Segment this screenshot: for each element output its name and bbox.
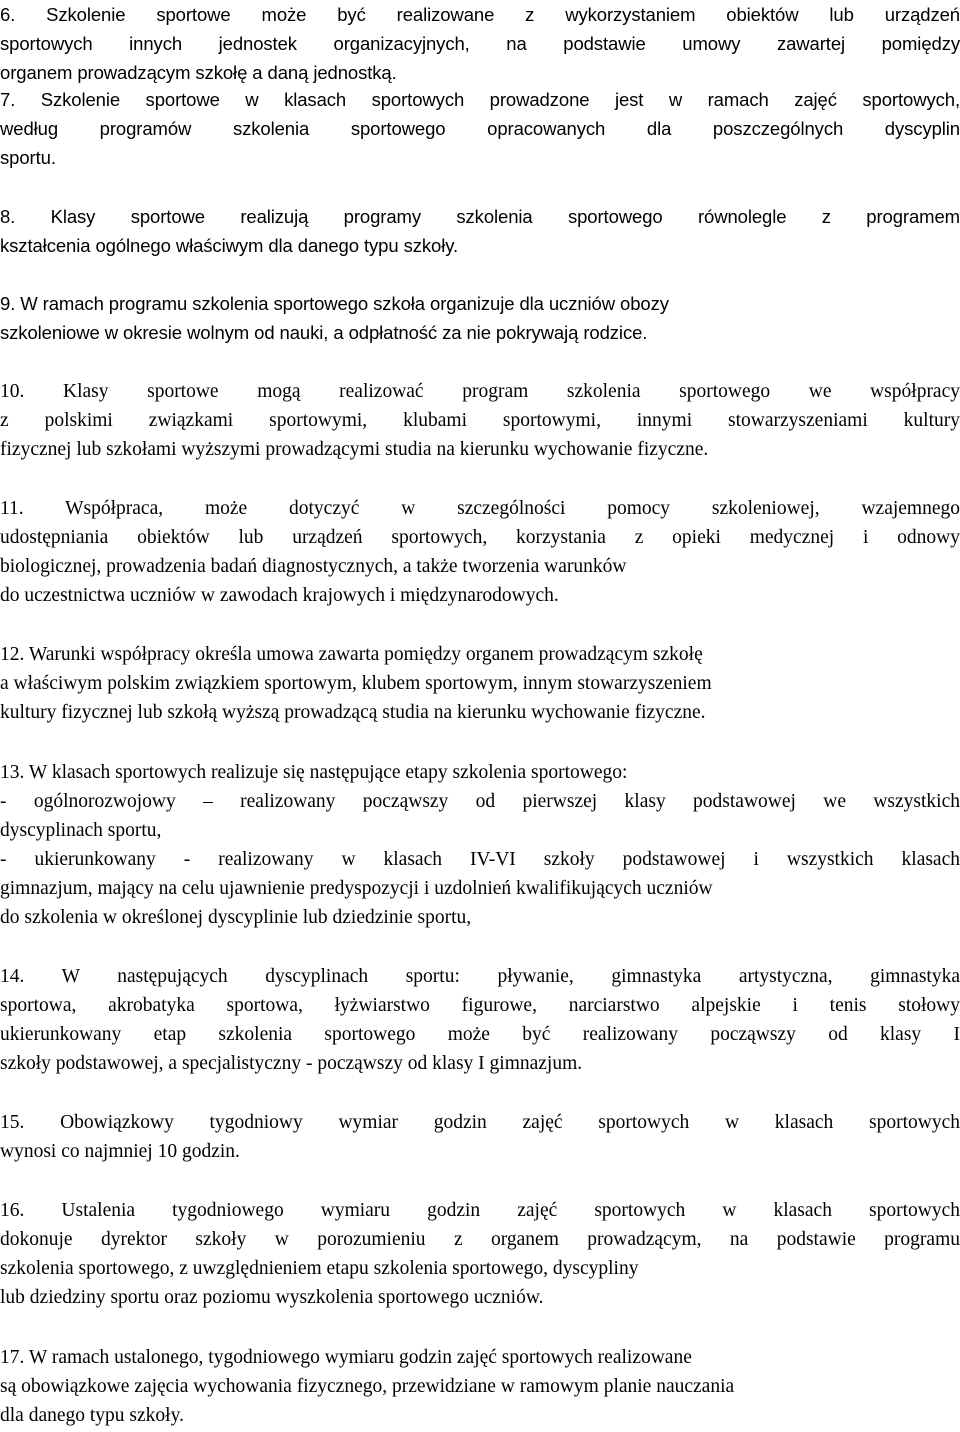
paragraph-line: 10. Klasy sportowe mogą realizować program szkolenia sportowego we współpracy [0, 381, 960, 402]
paragraph-line: szkoły podstawowej, a specjalistyczny - począwszy od klasy I gimnazjum. [0, 1053, 583, 1074]
paragraph-line: do szkolenia w określonej dyscyplinie lub dziedzinie sportu, [0, 907, 472, 928]
paragraph-line: według programów szkolenia sportowego opracowanych dla poszczególnych dyscyplin [0, 118, 960, 139]
paragraph-line: 16. Ustalenia tygodniowego wymiaru godzin zajęć sportowych w klasach sportowych [0, 1200, 960, 1221]
paragraph-line: sportowa, akrobatyka sportowa, łyżwiarstwo figurowe, narciarstwo alpejskie i tenis stołowy [0, 995, 960, 1016]
paragraph-10 [0, 377, 960, 464]
paragraph-line: szkolenia sportowego, z uwzględnieniem etapu szkolenia sportowego, dyscypliny [0, 1258, 639, 1279]
paragraph-line: - ukierunkowany - realizowany w klasach IV-VI szkoły podstawowej i wszystkich klasach [0, 849, 960, 870]
paragraph-line: 7. Szkolenie sportowe w klasach sportowych prowadzone jest w ramach zajęć sportowych, [0, 89, 960, 110]
paragraph-line: dokonuje dyrektor szkoły w porozumieniu z organem prowadzącym, na podstawie programu [0, 1229, 960, 1250]
paragraph-7 [0, 85, 960, 172]
paragraph-line: 8. Klasy sportowe realizują programy szkolenia sportowego równolegle z programem [0, 206, 960, 227]
paragraph-line: do uczestnictwa uczniów w zawodach krajowych i międzynarodowych. [0, 585, 559, 606]
paragraph-line: a właściwym polskim związkiem sportowym, klubem sportowym, innym stowarzyszeniem [0, 673, 712, 694]
paragraph-line: 11. Współpraca, może dotyczyć w szczególności pomocy szkoleniowej, wzajemnego [0, 498, 960, 519]
paragraph-line: sportowych innych jednostek organizacyjnych, na podstawie umowy zawartej pomiędzy [0, 33, 960, 54]
paragraph-line: lub dziedziny sportu oraz poziomu wyszkolenia sportowego uczniów. [0, 1287, 544, 1308]
paragraph-15 [0, 1108, 960, 1166]
paragraph-16 [0, 1196, 960, 1312]
paragraph-line: dla danego typu szkoły. [0, 1405, 184, 1426]
paragraph-8 [0, 202, 960, 260]
paragraph-line: są obowiązkowe zajęcia wychowania fizycznego, przewidziane w ramowym planie nauczania [0, 1376, 735, 1397]
paragraph-line: kształcenia ogólnego właściwym dla danego typu szkoły. [0, 235, 459, 256]
paragraph-line: 6. Szkolenie sportowe może być realizowane z wykorzystaniem obiektów lub urządzeń [0, 4, 960, 25]
paragraph-line: 9. W ramach programu szkolenia sportowego szkoła organizuje dla uczniów obozy [0, 293, 669, 314]
paragraph-14 [0, 962, 960, 1078]
paragraph-9 [0, 289, 960, 347]
paragraph-line: ukierunkowany etap szkolenia sportowego może być realizowany począwszy od klasy I [0, 1024, 960, 1045]
paragraph-line: sportu. [0, 147, 56, 168]
paragraph-line: 15. Obowiązkowy tygodniowy wymiar godzin zajęć sportowych w klasach sportowych [0, 1112, 960, 1133]
paragraph-line: biologicznej, prowadzenia badań diagnostycznych, a także tworzenia warunków [0, 556, 627, 577]
paragraph-line: 13. W klasach sportowych realizuje się następujące etapy szkolenia sportowego: [0, 762, 628, 783]
paragraph-line: gimnazjum, mający na celu ujawnienie predyspozycji i uzdolnień kwalifikujących uczniów [0, 878, 713, 899]
paragraph-line: kultury fizycznej lub szkołą wyższą prowadzącą studia na kierunku wychowanie fizyczne. [0, 702, 706, 723]
paragraph-17 [0, 1343, 960, 1430]
paragraph-13 [0, 758, 960, 932]
paragraph-line: - ogólnorozwojowy – realizowany począwszy od pierwszej klasy podstawowej we wszystkich [0, 791, 960, 812]
paragraph-line: wynosi co najmniej 10 godzin. [0, 1141, 240, 1162]
paragraph-line: z polskimi związkami sportowymi, klubami sportowymi, innymi stowarzyszeniami kultury [0, 410, 960, 431]
paragraph-line: organem prowadzącym szkołę a daną jednostką. [0, 62, 397, 83]
paragraph-11 [0, 494, 960, 610]
paragraph-12 [0, 640, 960, 727]
paragraph-line: szkoleniowe w okresie wolnym od nauki, a odpłatność za nie pokrywają rodzice. [0, 322, 648, 343]
paragraph-line: dyscyplinach sportu, [0, 820, 162, 841]
paragraph-line: 14. W następujących dyscyplinach sportu: pływanie, gimnastyka artystyczna, gimnastyka [0, 966, 960, 987]
paragraph-line: fizycznej lub szkołami wyższymi prowadzącymi studia na kierunku wychowanie fizyczne. [0, 439, 709, 460]
paragraph-6 [0, 0, 960, 87]
paragraph-line: 12. Warunki współpracy określa umowa zawarta pomiędzy organem prowadzącym szkołę [0, 644, 703, 665]
paragraph-line: udostępniania obiektów lub urządzeń sportowych, korzystania z opieki medycznej i odnowy [0, 527, 960, 548]
paragraph-line: 17. W ramach ustalonego, tygodniowego wymiaru godzin zajęć sportowych realizowane [0, 1347, 692, 1368]
